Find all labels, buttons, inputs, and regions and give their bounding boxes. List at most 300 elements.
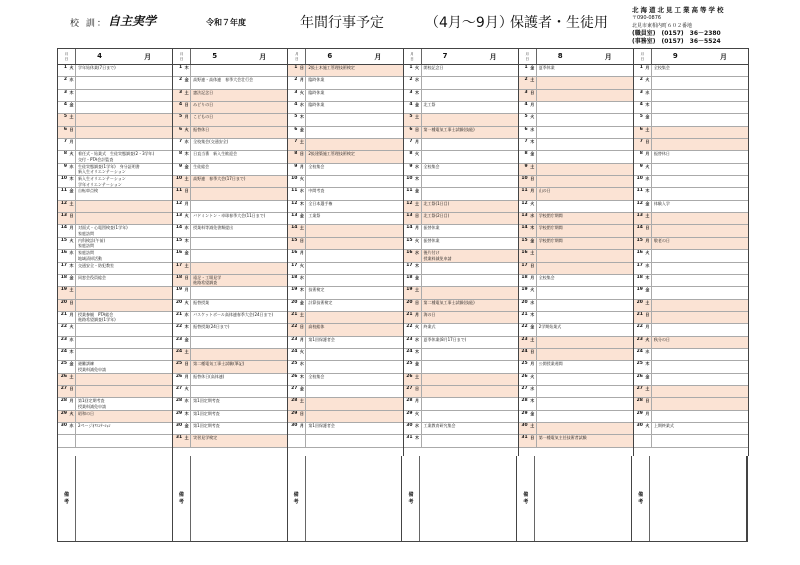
weekday: 木 [644, 102, 652, 113]
day-row [58, 324, 172, 336]
weekday: 土 [414, 114, 422, 125]
weekday: 水 [529, 300, 537, 311]
month-column-8 [519, 49, 634, 456]
weekday: 木 [183, 65, 191, 76]
day-number: 16 [521, 250, 528, 256]
day-row [404, 287, 518, 299]
event-text: 家庭訪問 地域清掃活動 [78, 250, 102, 261]
day-number: 14 [60, 225, 67, 231]
day-number: 27 [521, 385, 528, 391]
weekday: 火 [644, 337, 652, 348]
day-row [288, 213, 402, 225]
day-number: 29 [521, 410, 528, 416]
day-number: 7 [294, 139, 298, 145]
day-number: 8 [524, 151, 528, 157]
event-text: 北工祭 [423, 102, 436, 108]
month-suffix: 月 [604, 52, 612, 61]
day-number: 28 [291, 398, 298, 404]
day-number: 4 [639, 102, 643, 108]
event-text: 日直当番 新入生歓迎会 [193, 151, 238, 157]
month-number: 8 [557, 51, 563, 60]
weekday: 土 [644, 127, 652, 138]
weekday: 日 [644, 312, 652, 323]
day-number: 14 [291, 225, 298, 231]
day-row [634, 201, 748, 213]
month-title [422, 52, 518, 62]
event-text [537, 77, 633, 88]
event-text: 北工祭(2日目) [423, 213, 450, 219]
day-row [288, 275, 402, 287]
date-column-label [173, 49, 191, 64]
event-text [76, 324, 172, 335]
weekday: 日 [529, 90, 537, 101]
day-row [288, 398, 402, 410]
event-text: 生徒実態調査(1学年) 身分証明書 新入生オリエンテーション [78, 163, 140, 175]
weekday: 金 [183, 337, 191, 348]
day-row [58, 139, 172, 151]
day-number: 29 [175, 410, 183, 416]
month-suffix: 月 [374, 52, 382, 61]
day-number: 23 [406, 336, 413, 342]
day-list [173, 65, 287, 456]
day-row [634, 263, 748, 275]
day-row [58, 102, 172, 114]
weekday: 金 [298, 386, 306, 397]
notes-label-bottom: 考 [638, 498, 644, 505]
event-text [191, 201, 287, 212]
weekday: 日 [68, 300, 76, 311]
event-text: 工業祭 [308, 213, 321, 219]
weekday: 土 [183, 176, 191, 187]
weekday: 金 [183, 423, 191, 434]
event-text: 生徒総会 [193, 163, 210, 169]
day-row [58, 114, 172, 126]
event-text [191, 287, 287, 298]
day-row [404, 300, 518, 312]
day-row [173, 164, 287, 176]
weekday: 日 [414, 300, 422, 311]
month-title [537, 52, 633, 62]
day-number: 26 [291, 373, 298, 379]
event-text [537, 151, 633, 162]
weekday: 月 [529, 275, 537, 286]
day-row [173, 90, 287, 102]
day-row [519, 411, 633, 423]
event-text: 全校集会 [308, 373, 325, 379]
event-text: 夏季休業 [538, 65, 555, 70]
weekday: 火 [644, 250, 652, 261]
day-row [58, 213, 172, 225]
day-number: 22 [406, 324, 413, 330]
day-number: 30 [175, 422, 183, 428]
day-row [634, 225, 748, 237]
event-text [422, 151, 518, 162]
day-row [519, 114, 633, 126]
event-text [422, 374, 518, 385]
event-text [537, 176, 633, 187]
day-number: 13 [291, 213, 298, 219]
day-number: 26 [175, 373, 183, 379]
weekday: 月 [644, 411, 652, 422]
day-row [404, 386, 518, 398]
month-number: 6 [327, 51, 333, 60]
event-text [537, 127, 633, 138]
event-text [306, 127, 402, 138]
motto-label: 校 訓： [70, 19, 108, 29]
day-row [634, 300, 748, 312]
day-row [404, 263, 518, 275]
weekday: 日 [183, 188, 191, 199]
weekday: 水 [644, 90, 652, 101]
day-row [173, 411, 287, 423]
day-row [519, 225, 633, 237]
weekday: 火 [529, 114, 537, 125]
weekday: 土 [414, 374, 422, 385]
month-header [288, 49, 402, 65]
day-number: 19 [406, 287, 413, 293]
day-number: 3 [63, 89, 67, 95]
day-number: 7 [639, 139, 643, 145]
day-number: 30 [60, 422, 67, 428]
day-row [519, 188, 633, 200]
weekday: 日 [644, 139, 652, 150]
day-number: 9 [524, 163, 528, 169]
weekday: 土 [298, 225, 306, 236]
weekday: 火 [298, 263, 306, 274]
weekday: 火 [414, 238, 422, 249]
day-row [404, 225, 518, 237]
day-number: 7 [179, 139, 183, 145]
event-text [191, 263, 287, 274]
day-row [404, 411, 518, 423]
weekday: 金 [529, 151, 537, 162]
event-text [76, 90, 172, 101]
weekday: 木 [414, 176, 422, 187]
month-header [173, 49, 287, 65]
event-text [306, 139, 402, 150]
day-number: 4 [294, 102, 298, 108]
event-text: 工業教育研究集会 [423, 422, 456, 428]
event-text [306, 312, 402, 323]
day-row [288, 65, 402, 77]
event-text: 授業参観 PTA総会 進路希望調査(1学年) [78, 311, 116, 323]
day-row [404, 139, 518, 151]
weekday: 土 [183, 435, 191, 446]
day-number: 16 [636, 250, 643, 256]
day-number: 6 [409, 126, 413, 132]
weekday: 月 [68, 139, 76, 150]
day-number: 4 [63, 102, 67, 108]
weekday: 金 [644, 114, 652, 125]
event-text: 2級土木施工管理技術検定 [308, 65, 355, 70]
day-row [404, 114, 518, 126]
day-row [58, 423, 172, 435]
weekday: 月 [414, 139, 422, 150]
event-text: 2ページｵﾘｴﾝﾃｰｼｮﾝ [78, 422, 111, 428]
day-number: 27 [291, 385, 298, 391]
weekday: 火 [414, 151, 422, 162]
event-text: みどりの日 [193, 102, 214, 108]
notes-label [288, 456, 306, 541]
weekday: 金 [68, 188, 76, 199]
notes-cell-4 [58, 456, 173, 541]
event-text: 全校集会 [423, 163, 440, 169]
day-number: 28 [406, 398, 413, 404]
weekday: 金 [68, 275, 76, 286]
month-number: 5 [212, 51, 218, 60]
month-suffix: 月 [144, 52, 152, 61]
event-text [537, 398, 633, 409]
event-text [537, 423, 633, 434]
weekday [644, 435, 652, 446]
weekday: 火 [298, 90, 306, 101]
event-text: 体験入学 [653, 200, 670, 206]
weekday: 火 [644, 164, 652, 175]
day-number: 13 [60, 213, 67, 219]
day-row [519, 337, 633, 349]
event-text [422, 188, 518, 199]
day-row [634, 188, 748, 200]
day-row [519, 386, 633, 398]
weekday: 水 [644, 349, 652, 360]
day-row [58, 188, 172, 200]
event-text: 夏季休業(8月17日まで) [423, 336, 467, 342]
day-row [288, 127, 402, 139]
event-text [652, 77, 748, 88]
day-row [404, 374, 518, 386]
office-phone: (事務室) (0157) 36－5524 [632, 38, 721, 45]
event-text [76, 287, 172, 298]
event-text: 全校集会 [308, 163, 325, 169]
event-text: 振替休業 [423, 225, 440, 231]
day-label: 日 [525, 56, 529, 61]
event-text [306, 361, 402, 372]
day-row [58, 312, 172, 324]
event-text: 憲法記念日 [193, 89, 214, 95]
day-number: 25 [521, 361, 528, 367]
day-row [173, 238, 287, 250]
day-number: 22 [521, 324, 528, 330]
weekday: 土 [298, 312, 306, 323]
weekday: 木 [68, 176, 76, 187]
day-row [634, 77, 748, 89]
day-list [634, 65, 748, 456]
day-number: 8 [63, 151, 67, 157]
event-text [537, 250, 633, 261]
day-number: 15 [175, 237, 183, 243]
day-number: 24 [636, 348, 643, 354]
day-row [173, 127, 287, 139]
event-text: 学年始休業(7日まで) [78, 65, 116, 70]
month-label: 月 [179, 51, 184, 56]
weekday: 月 [298, 77, 306, 88]
day-number: 23 [521, 336, 528, 342]
day-number: 20 [521, 299, 528, 305]
month-label: 月 [64, 51, 69, 56]
day-number: 15 [521, 237, 528, 243]
event-text [652, 263, 748, 274]
weekday: 水 [183, 312, 191, 323]
day-number: 1 [639, 65, 643, 70]
day-label: 日 [179, 56, 184, 61]
weekday: 土 [529, 77, 537, 88]
day-number: 2 [524, 77, 528, 83]
weekday: 火 [529, 374, 537, 385]
weekday: 土 [68, 287, 76, 298]
weekday: 日 [529, 263, 537, 274]
day-row [173, 65, 287, 77]
month-header [634, 49, 748, 65]
day-row [519, 435, 633, 447]
weekday: 土 [68, 114, 76, 125]
notes-label-bottom: 考 [178, 498, 184, 505]
event-text [422, 275, 518, 286]
day-row [634, 250, 748, 262]
day-row [173, 250, 287, 262]
weekday: 金 [68, 102, 76, 113]
event-text: 2学期始業式 [538, 324, 562, 330]
day-row [404, 65, 518, 77]
date-column-label [58, 49, 76, 64]
weekday: 金 [644, 374, 652, 385]
weekday: 金 [68, 361, 76, 372]
notes-cell-8 [517, 456, 632, 541]
event-text: 第1回定期考査 [193, 410, 220, 416]
day-number: 18 [636, 274, 643, 280]
event-text [652, 188, 748, 199]
day-row [519, 275, 633, 287]
day-number: 1 [524, 65, 528, 70]
day-row [58, 374, 172, 386]
day-number: 6 [524, 126, 528, 132]
weekday: 木 [644, 361, 652, 372]
event-text [652, 90, 748, 101]
day-number: 29 [60, 410, 67, 416]
day-number: 18 [175, 274, 183, 280]
event-text [537, 287, 633, 298]
day-number: 28 [521, 398, 528, 404]
day-number: 27 [406, 385, 413, 391]
event-text [76, 114, 172, 125]
day-row [58, 263, 172, 275]
notes-label [58, 456, 76, 541]
day-number: 24 [291, 348, 298, 354]
event-text [191, 349, 287, 360]
day-number: 3 [294, 89, 298, 95]
event-text: こどもの日 [193, 114, 214, 120]
day-row [58, 250, 172, 262]
weekday: 水 [298, 361, 306, 372]
day-number: 21 [521, 311, 528, 317]
weekday: 金 [298, 127, 306, 138]
day-number: 10 [60, 176, 67, 182]
weekday: 木 [298, 287, 306, 298]
day-number: 9 [179, 163, 183, 169]
day-row [519, 139, 633, 151]
weekday: 木 [644, 188, 652, 199]
day-row [288, 374, 402, 386]
day-number: 16 [406, 250, 413, 256]
day-number: 7 [409, 139, 413, 145]
day-number: 20 [60, 299, 67, 305]
notes-label-top: 備 [523, 491, 529, 498]
weekday: 水 [529, 127, 537, 138]
event-text [652, 114, 748, 125]
weekday: 金 [529, 411, 537, 422]
event-text [306, 411, 402, 422]
weekday: 木 [414, 349, 422, 360]
event-text: 第二種電気工事士試験(筆記) [193, 361, 245, 367]
event-text [652, 275, 748, 286]
day-number: 30 [636, 422, 643, 428]
day-number: 1 [63, 65, 67, 70]
weekday: 木 [183, 411, 191, 422]
weekday: 木 [298, 201, 306, 212]
event-text: 第一種電気主任技術者試験 [538, 435, 587, 441]
day-number: 10 [521, 176, 528, 182]
day-row [173, 386, 287, 398]
weekday: 火 [414, 411, 422, 422]
day-row [404, 349, 518, 361]
event-text [306, 275, 402, 286]
day-row [519, 349, 633, 361]
month-column-6 [288, 49, 403, 456]
day-row [173, 398, 287, 410]
weekday: 火 [529, 201, 537, 212]
day-number: 22 [60, 324, 67, 330]
weekday: 日 [183, 361, 191, 372]
day-number: 20 [636, 299, 643, 305]
weekday: 水 [183, 398, 191, 409]
day-number: 4 [179, 102, 183, 108]
event-text: 振替休日 [193, 126, 210, 132]
event-text: 第1回定期考査 [193, 422, 220, 428]
weekday: 水 [414, 164, 422, 175]
day-row [519, 263, 633, 275]
day-row [634, 398, 748, 410]
day-row [519, 423, 633, 435]
event-text: 学校閉庁期間 [538, 225, 563, 231]
event-text [537, 300, 633, 311]
day-row [173, 139, 287, 151]
event-text: 振替授業(24日まで) [193, 324, 230, 330]
day-row [288, 423, 402, 435]
day-number: 23 [636, 336, 643, 342]
day-row [634, 90, 748, 102]
weekday: 土 [298, 398, 306, 409]
day-number: 14 [636, 225, 643, 231]
event-text [537, 90, 633, 101]
day-number: 25 [406, 361, 413, 367]
day-number: 8 [294, 151, 298, 157]
weekday [298, 435, 306, 446]
day-number: 28 [60, 398, 67, 404]
event-text [191, 250, 287, 261]
weekday: 日 [68, 386, 76, 397]
weekday: 月 [529, 188, 537, 199]
day-number: 19 [175, 287, 183, 293]
weekday: 日 [298, 411, 306, 422]
weekday: 日 [298, 238, 306, 249]
weekday: 土 [183, 349, 191, 360]
event-text: 第1回定期考査 [193, 398, 220, 404]
day-row [519, 361, 633, 373]
weekday: 水 [183, 139, 191, 150]
weekday: 土 [68, 201, 76, 212]
weekday: 土 [68, 374, 76, 385]
day-row [288, 151, 402, 163]
day-row [173, 300, 287, 312]
